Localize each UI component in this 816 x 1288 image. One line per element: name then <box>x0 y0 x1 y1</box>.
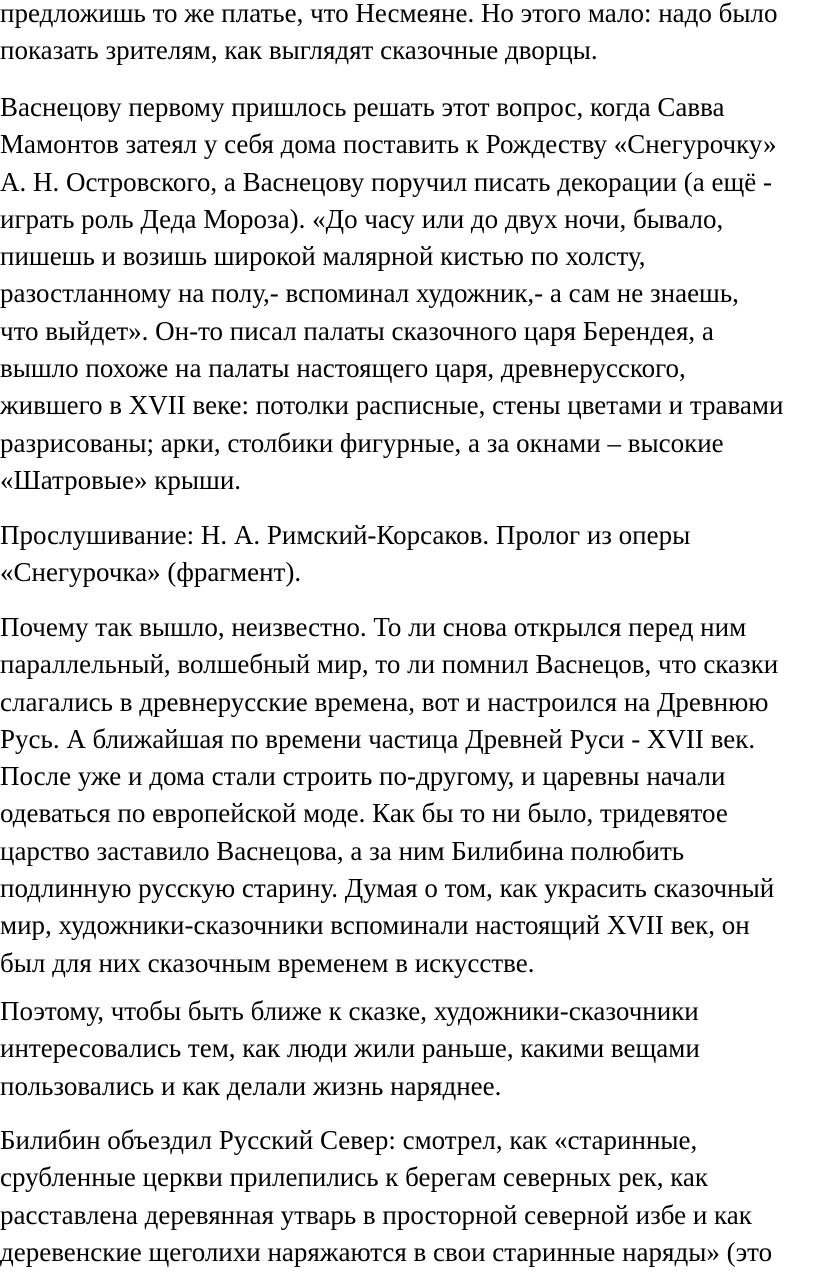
text-line: Почему так вышло, неизвестно. То ли снова открылся перед ним <box>0 612 747 642</box>
paragraph-3 <box>0 517 816 592</box>
text-line: «Снегурочка» (фрагмент). <box>0 557 302 588</box>
text-line: мир, художники-сказочники вспоминали настоящий XVII век, он <box>0 910 750 941</box>
text-line: что выйдет». Он-то писал палаты сказочного царя Берендея, а <box>0 315 714 346</box>
text-line: Прослушивание: Н. А. Римский-Корсаков. Пролог из оперы <box>0 520 691 550</box>
text-line: разостланному на полу,- вспоминал художник,- а сам не знаешь, <box>0 278 739 309</box>
text-line: После уже и дома стали строить по-другому, и царевны начали <box>0 761 726 792</box>
text-line: интересовались тем, как люди жили раньше, какими вещами <box>0 1033 700 1064</box>
text-line: «Шатровые» крыши. <box>0 464 242 495</box>
text-line: Мамонтов затеял у себя дома поставить к Рождеству «Снегурочку» <box>0 129 777 160</box>
text-line: пишешь и возишь широкой малярной кистью по холсту, <box>0 241 646 272</box>
text-line: разрисованы; арки, столбики фигурные, а за окнами – высокие <box>0 427 724 458</box>
paragraph-1 <box>0 0 816 70</box>
text-line: одеваться по европейской моде. Как бы то ни было, тридевятое <box>0 798 728 829</box>
text-line: Поэтому, чтобы быть ближе к сказке, художники-сказочники <box>0 996 699 1026</box>
text-line: Васнецову первому пришлось решать этот вопрос, когда Савва <box>0 92 725 122</box>
text-line: параллельный, волшебный мир, то ли помнил Васнецов, что сказки <box>0 649 779 680</box>
paragraph-5 <box>0 993 816 1105</box>
text-line: играть роль Деда Мороза). «До часу или до двух ночи, бывало, <box>0 203 724 234</box>
text-line: Билибин объездил Русский Север: смотрел, как «старинные, <box>0 1125 698 1155</box>
text-line: подлинную русскую старину. Думая о том, как украсить сказочный <box>0 873 775 904</box>
text-line: показать зрителям, как выглядят сказочные дворцы. <box>0 35 598 66</box>
text-line: деревенские щеголихи наряжаются в свои старинные наряды» (это <box>0 1236 773 1267</box>
paragraph-4 <box>0 609 816 982</box>
paragraph-2 <box>0 89 816 499</box>
text-line: срубленные церкви прилепились к берегам северных рек, как <box>0 1162 709 1193</box>
text-line: предложишь то же платье, что Несмеяне. Но этого мало: надо было <box>0 0 778 28</box>
text-line: вышло похоже на палаты настоящего царя, древнерусского, <box>0 353 686 384</box>
text-line: пользовались и как делали жизнь наряднее. <box>0 1070 502 1101</box>
text-line: жившего в XVII веке: потолки расписные, стены цветами и травами <box>0 390 784 421</box>
paragraph-6 <box>0 1122 816 1271</box>
text-line: слагались в древнерусские времена, вот и настроился на Древнюю <box>0 686 769 717</box>
text-line: расставлена деревянная утварь в просторной северной избе и как <box>0 1199 752 1230</box>
text-line: царство заставило Васнецова, а за ним Билибина полюбить <box>0 835 685 866</box>
text-line: был для них сказочным временем в искусстве. <box>0 947 535 978</box>
text-line: Русь. А ближайшая по времени частица Древней Руси - XVII век. <box>0 723 756 754</box>
text-line: А. Н. Островского, а Васнецову поручил писать декорации (а ещё - <box>0 166 772 197</box>
